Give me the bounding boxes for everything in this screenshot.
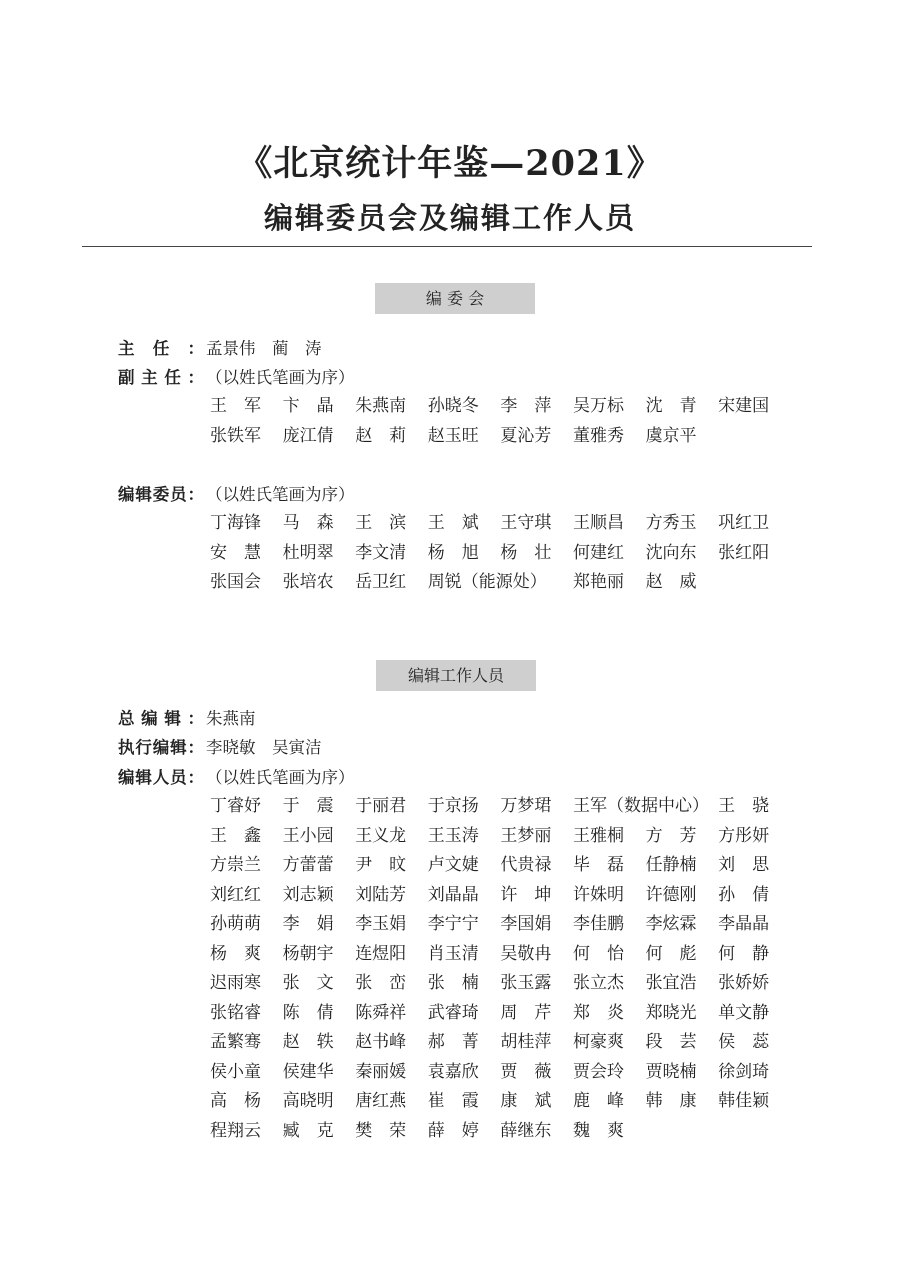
- person-name: 陈舜祥: [355, 1002, 407, 1023]
- person-name: 杜明翠: [282, 542, 334, 563]
- person-name: 董雅秀: [572, 425, 624, 446]
- director-label: 主任：: [118, 339, 204, 358]
- person-name: 王守琪: [500, 513, 552, 533]
- person-name: 连煜阳: [355, 943, 407, 964]
- person-name: 沈青: [645, 396, 697, 416]
- person-name: 沈向东: [645, 542, 697, 563]
- person-name: 丁睿妤: [210, 796, 261, 816]
- person-name: 高杨: [210, 1091, 261, 1111]
- person-name: 高晓明: [282, 1091, 334, 1111]
- members-label: 编辑委员：: [118, 485, 204, 504]
- person-name: 于京扬: [427, 796, 479, 816]
- person-name: 李萍: [500, 396, 552, 416]
- person-name: 王顺昌: [572, 513, 624, 533]
- person-name: 刘红红: [210, 884, 261, 905]
- person-name: 王鑫: [210, 825, 261, 846]
- person-name: 赵威: [645, 572, 697, 592]
- person-name: 孟繁骞: [210, 1032, 261, 1052]
- person-name: 于震: [282, 796, 334, 816]
- person-name: 肖玉清: [427, 943, 479, 964]
- person-name: 赵莉: [355, 425, 407, 446]
- person-name: 何建红: [572, 542, 624, 563]
- person-name: 张红阳: [718, 542, 770, 563]
- chief-editor-row: [118, 704, 256, 733]
- person-name: 侯小童: [210, 1061, 261, 1082]
- person-name: 赵书峰: [355, 1032, 407, 1052]
- exec-editor-names: 李晓敏 吴寅洁: [206, 738, 322, 757]
- person-name: 庞江倩: [282, 425, 334, 446]
- person-name: 张玉露: [500, 973, 552, 993]
- person-name: 贾晓楠: [645, 1061, 697, 1082]
- person-name: 张峦: [355, 973, 407, 993]
- person-name: 方芳: [645, 825, 697, 846]
- person-name: 武睿琦: [427, 1002, 479, 1023]
- person-name: 夏沁芳: [500, 425, 552, 446]
- editors-label: 编辑人员：: [118, 768, 204, 787]
- section-header-committee: 编 委 会: [375, 283, 535, 314]
- person-name: 段芸: [645, 1032, 697, 1052]
- person-name: 方崇兰: [210, 855, 261, 875]
- deputy-list: [210, 392, 791, 451]
- person-name: 薛婷: [427, 1120, 479, 1141]
- person-name: 许坤: [500, 884, 552, 905]
- person-name: 卞晶: [282, 396, 334, 416]
- person-name: 陈倩: [282, 1002, 334, 1023]
- person-name: 毕磊: [572, 855, 624, 875]
- director-names: 孟景伟 蔺 涛: [206, 339, 322, 358]
- person-name: 侯建华: [282, 1061, 334, 1082]
- deputy-label: 副主任：: [118, 368, 204, 387]
- person-name: 张国会: [210, 572, 261, 592]
- person-name: 朱燕南: [355, 396, 407, 416]
- person-name: 孙倩: [718, 884, 770, 905]
- person-name: 马森: [282, 513, 334, 533]
- deputy-note: （以姓氏笔画为序）: [206, 368, 355, 387]
- person-name: 尹旼: [355, 855, 407, 875]
- editors-row: [118, 763, 355, 792]
- person-name: 任静楠: [645, 855, 697, 875]
- person-name: 吴万标: [572, 396, 624, 416]
- person-name: 何静: [718, 943, 770, 964]
- members-row: [118, 480, 355, 509]
- person-name: 韩康: [645, 1091, 697, 1111]
- person-name: 万梦珺: [500, 796, 552, 816]
- chief-editor-name: 朱燕南: [206, 709, 256, 728]
- person-name: 迟雨寒: [210, 973, 261, 993]
- person-name: 王玉涛: [427, 825, 479, 846]
- person-name: 张铭睿: [210, 1002, 261, 1023]
- person-name: 刘陆芳: [355, 884, 407, 905]
- person-name: 王滨: [355, 513, 407, 533]
- person-name: 代贵禄: [500, 855, 552, 875]
- person-name: 何彪: [645, 943, 697, 964]
- person-name: 魏爽: [572, 1120, 624, 1141]
- person-name: 王梦丽: [500, 825, 552, 846]
- person-name: 张立杰: [572, 973, 624, 993]
- person-name: 李宁宁: [427, 914, 479, 934]
- person-name: 周锐（能源处）: [427, 572, 547, 592]
- person-name: 杨旭: [427, 542, 479, 563]
- deputy-row: [118, 363, 355, 392]
- person-name: 孙萌萌: [210, 914, 261, 934]
- exec-editor-row: [118, 733, 322, 762]
- person-name: 韩佳颖: [718, 1091, 770, 1111]
- editor-list: [210, 792, 791, 1146]
- person-name: 王雅桐: [572, 825, 624, 846]
- person-name: 赵玉旺: [427, 425, 479, 446]
- person-name: 贾会玲: [572, 1061, 624, 1082]
- person-name: 秦丽媛: [355, 1061, 407, 1082]
- person-name: 杨朝宇: [282, 943, 334, 964]
- person-name: 许姝明: [572, 884, 624, 905]
- person-name: 郑晓光: [645, 1002, 697, 1023]
- person-name: 李国娟: [500, 914, 552, 934]
- person-name: 方秀玉: [645, 513, 697, 533]
- person-name: 李文清: [355, 542, 407, 563]
- person-name: 方蕾蕾: [282, 855, 334, 875]
- person-name: 李炫霖: [645, 914, 697, 934]
- person-name: 李玉娟: [355, 914, 407, 934]
- person-name: 张宜浩: [645, 973, 697, 993]
- person-name: 贾薇: [500, 1061, 552, 1082]
- person-name: 巩红卫: [718, 513, 770, 533]
- person-name: 刘志颖: [282, 884, 334, 905]
- person-name: 胡桂萍: [500, 1032, 552, 1052]
- editors-note: （以姓氏笔画为序）: [206, 768, 355, 787]
- person-name: 侯蕊: [718, 1032, 770, 1052]
- person-name: 袁嘉欣: [427, 1061, 479, 1082]
- director-row: [118, 334, 322, 363]
- person-name: 郑炎: [572, 1002, 624, 1023]
- person-name: 张培农: [282, 572, 334, 592]
- person-name: 岳卫红: [355, 572, 407, 592]
- members-note: （以姓氏笔画为序）: [206, 485, 355, 504]
- person-name: 鹿峰: [572, 1091, 624, 1111]
- person-name: 王军（数据中心）: [572, 796, 709, 816]
- person-name: 崔霞: [427, 1091, 479, 1111]
- person-name: 张文: [282, 973, 334, 993]
- chief-editor-label: 总编辑：: [118, 709, 204, 728]
- person-name: 王斌: [427, 513, 479, 533]
- person-name: 杨爽: [210, 943, 261, 964]
- person-name: 张娇娇: [718, 973, 770, 993]
- person-name: 李娟: [282, 914, 334, 934]
- person-name: 张楠: [427, 973, 479, 993]
- person-name: 孙晓冬: [427, 396, 479, 416]
- person-name: 杨壮: [500, 542, 552, 563]
- person-name: 许德刚: [645, 884, 697, 905]
- exec-editor-label: 执行编辑：: [118, 738, 204, 757]
- person-name: 王骁: [718, 796, 770, 816]
- person-name: 臧克: [282, 1120, 334, 1141]
- person-name: 王小园: [282, 825, 334, 846]
- person-name: 安慧: [210, 542, 261, 563]
- page-subtitle: 编辑委员会及编辑工作人员: [263, 201, 636, 235]
- person-name: 周芹: [500, 1002, 552, 1023]
- page-title: 《北京统计年鉴—2021》: [237, 143, 663, 184]
- person-name: 樊荣: [355, 1120, 407, 1141]
- person-name: 吴敬冉: [500, 943, 552, 964]
- title-divider: [82, 246, 812, 247]
- person-name: 卢文婕: [427, 855, 479, 875]
- person-name: 虞京平: [645, 425, 697, 446]
- member-list: [210, 509, 791, 598]
- section-header-staff: 编辑工作人员: [376, 660, 536, 691]
- person-name: 徐剑琦: [718, 1061, 770, 1082]
- person-name: 王军: [210, 396, 261, 416]
- person-name: 李晶晶: [718, 914, 770, 934]
- person-name: 丁海锋: [210, 513, 261, 533]
- person-name: 柯豪爽: [572, 1032, 624, 1052]
- person-name: 郑艳丽: [572, 572, 624, 592]
- person-name: 张铁军: [210, 425, 261, 446]
- person-name: 何怡: [572, 943, 624, 964]
- person-name: 康斌: [500, 1091, 552, 1111]
- person-name: 李佳鹏: [572, 914, 624, 934]
- person-name: 薛继东: [500, 1120, 552, 1141]
- person-name: 郝菁: [427, 1032, 479, 1052]
- person-name: 王义龙: [355, 825, 407, 846]
- person-name: 唐红燕: [355, 1091, 407, 1111]
- person-name: 宋建国: [718, 396, 770, 416]
- person-name: 刘思: [718, 855, 770, 875]
- person-name: 赵轶: [282, 1032, 334, 1052]
- person-name: 刘晶晶: [427, 884, 479, 905]
- person-name: 程翔云: [210, 1120, 261, 1141]
- person-name: 单文静: [718, 1002, 770, 1023]
- person-name: 方彤妍: [718, 825, 770, 846]
- person-name: 于丽君: [355, 796, 407, 816]
